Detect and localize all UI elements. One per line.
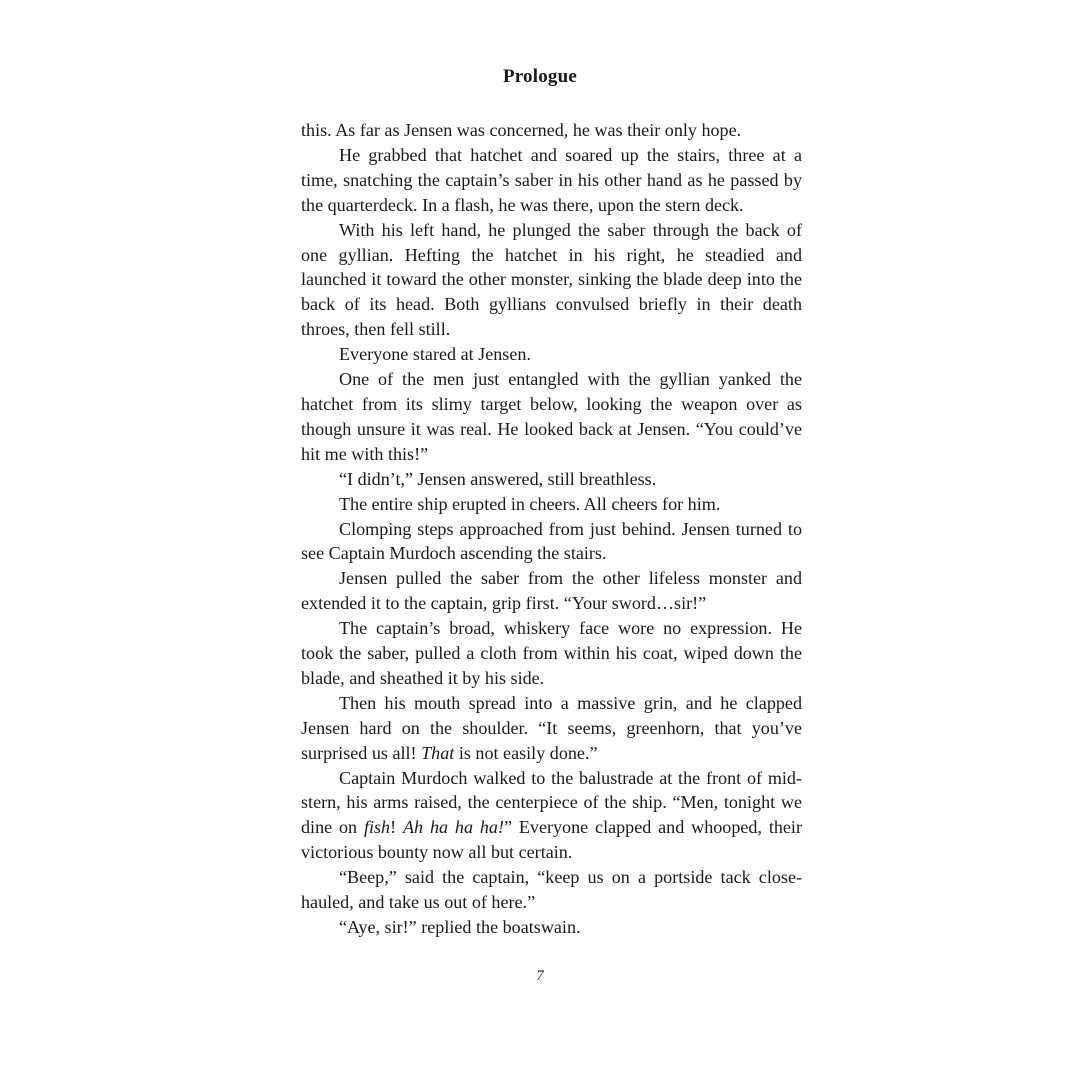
text-run: One of the men just entangled with the gyllian yanked the hatchet from its slimy target below, looking the weapon over as though unsure it was real. He looked back at Jensen. “You could’ve hit me with this!” — [301, 369, 802, 464]
italic-text: That — [421, 742, 455, 763]
paragraph — [301, 691, 802, 766]
text-run: The captain’s broad, whiskery face wore no expression. He took the saber, pulled a cloth from within his coat, wiped down the blade, and sheathed it by his side. — [301, 618, 802, 688]
text-run: ” Everyone clapped and whooped, their victorious bounty now all but certain. — [301, 817, 802, 863]
paragraph — [301, 118, 802, 143]
text-run: Clomping steps approached from just behind. Jensen turned to see Captain Murdoch ascending the stairs. — [301, 518, 802, 564]
italic-text: Ah ha ha ha! — [403, 817, 504, 838]
paragraph — [301, 915, 802, 940]
text-run: “Aye, sir!” replied the boatswain. — [339, 917, 581, 937]
page-number: 7 — [536, 968, 544, 984]
text-run: ! — [390, 817, 403, 838]
text-run: Captain Murdoch walked to the balustrade at the front of mid-stern, his arms raised, the centerpiece of the ship. “Men, tonight we dine on — [301, 767, 802, 838]
paragraph — [301, 865, 802, 915]
text-run: Then his mouth spread into a massive grin, and he clapped Jensen hard on the shoulder. “It seems, greenhorn, that you’ve surprised us all! — [301, 692, 802, 763]
text-run: Jensen pulled the saber from the other lifeless monster and extended it to the captain, grip first. “Your sword…sir!” — [301, 568, 802, 614]
text-run: this. As far as Jensen was concerned, he was their only hope. — [301, 120, 742, 140]
paragraph — [301, 566, 802, 616]
body-text — [301, 118, 802, 940]
paragraph — [301, 218, 802, 343]
text-run: Everyone stared at Jensen. — [339, 344, 531, 365]
paragraph — [301, 766, 802, 866]
text-run: He grabbed that hatchet and soared up the stairs, three at a time, snatching the captain’s saber in his other hand as he passed by the quarterdeck. In a flash, he was there, upon the stern deck. — [301, 144, 802, 215]
paragraph — [301, 143, 802, 218]
paragraph — [301, 342, 802, 367]
paragraph — [301, 467, 802, 492]
text-run: is not easily done.” — [454, 742, 598, 763]
text-run: With his left hand, he plunged the saber through the back of one gyllian. Hefting the hatchet in his right, he steadied and launched it toward the other monster, sinking the blade deep into the back of its head. Both gyllians convulsed briefly in their death throes, then fell still. — [301, 219, 802, 340]
paragraph — [301, 367, 802, 467]
italic-text: fish — [363, 817, 391, 838]
text-run: “I didn’t,” Jensen answered, still breathless. — [339, 468, 657, 489]
text-run: The entire ship erupted in cheers. All cheers for him. — [339, 493, 721, 514]
running-header: Prologue — [502, 66, 578, 87]
paragraph — [301, 492, 802, 517]
paragraph — [301, 517, 802, 567]
paragraph — [301, 616, 802, 691]
text-run: “Beep,” said the captain, “keep us on a portside tack close-hauled, and take us out of here.” — [301, 867, 802, 913]
